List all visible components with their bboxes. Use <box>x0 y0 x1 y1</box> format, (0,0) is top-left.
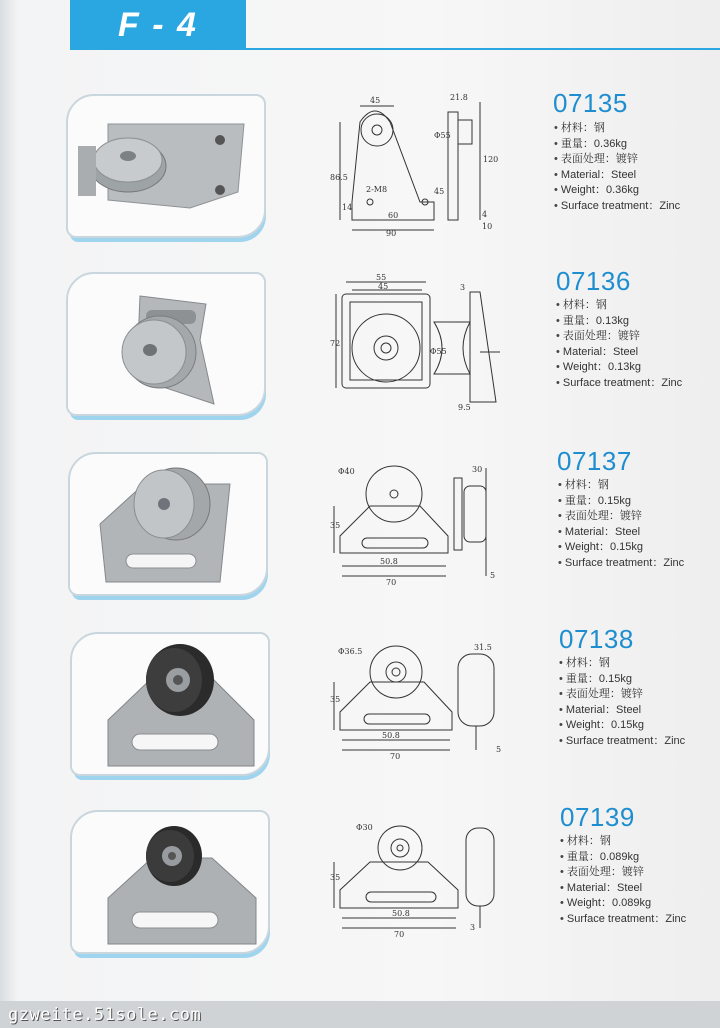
product-id: 07137 <box>557 446 632 476</box>
dim-label: Φ30 <box>356 823 373 832</box>
bracket-pulley-image <box>72 634 268 774</box>
dim-label: 35 <box>330 521 341 530</box>
technical-drawing-07135 <box>330 92 510 237</box>
product-id: 07136 <box>556 266 631 296</box>
dim-label: 60 <box>388 211 399 220</box>
product-photo-07138 <box>70 632 270 776</box>
dim-label: Φ55 <box>434 131 451 140</box>
spec-weight-en: • Weight：0.36kg <box>554 183 680 199</box>
technical-drawing-07139 <box>330 818 510 943</box>
spec-list <box>559 656 685 749</box>
spec-list <box>556 298 682 391</box>
spec-material-cn: • 材料：钢 <box>559 656 685 672</box>
spec-weight-cn: • 重量：0.36kg <box>554 137 680 153</box>
dim-label: 5 <box>496 745 502 754</box>
spec-weight-cn: • 重量：0.13kg <box>556 314 682 330</box>
dim-label: 70 <box>394 930 405 939</box>
product-id: 07139 <box>560 802 635 832</box>
spec-weight-cn: • 重量：0.089kg <box>560 850 686 866</box>
spec-surface-cn: • 表面处理：镀锌 <box>559 687 685 703</box>
spec-surface-cn: • 表面处理：镀锌 <box>558 509 684 525</box>
dim-label: Φ55 <box>430 347 447 356</box>
dim-label: 50.8 <box>382 731 400 740</box>
footer-url[interactable]: gzweite.51sole.com <box>8 1005 202 1025</box>
product-photo-07136 <box>66 272 266 416</box>
spec-surface-en: • Surface treatment：Zinc <box>558 556 684 572</box>
spec-list <box>558 478 684 571</box>
product-id: 07135 <box>553 88 628 118</box>
dim-label: 90 <box>386 229 397 237</box>
dim-label: 5 <box>490 571 496 580</box>
spec-surface-cn: • 表面处理：镀锌 <box>556 329 682 345</box>
bracket-pulley-image <box>68 96 264 236</box>
dim-label: 14 <box>342 203 353 212</box>
technical-drawing-07136 <box>330 272 510 417</box>
product-photo-07139 <box>70 810 270 954</box>
spec-weight-cn: • 重量：0.15kg <box>559 672 685 688</box>
spec-material-cn: • 材料：钢 <box>554 121 680 137</box>
section-title: F - 4 <box>118 6 198 44</box>
header-rule <box>246 48 720 50</box>
spec-weight-en: • Weight：0.15kg <box>558 540 684 556</box>
dim-label: 21.8 <box>450 93 468 102</box>
dim-label: 2-M8 <box>366 185 388 194</box>
spec-material-en: • Material：Steel <box>560 881 686 897</box>
dim-label: 45 <box>378 282 389 291</box>
product-photo-07137 <box>68 452 268 596</box>
dim-label: 35 <box>330 873 341 882</box>
spec-weight-en: • Weight：0.13kg <box>556 360 682 376</box>
spec-weight-en: • Weight：0.15kg <box>559 718 685 734</box>
dim-label: 50.8 <box>392 909 410 918</box>
bracket-pulley-image <box>68 274 264 414</box>
spec-weight-cn: • 重量：0.15kg <box>558 494 684 510</box>
spec-surface-cn: • 表面处理：镀锌 <box>554 152 680 168</box>
spec-material-en: • Material：Steel <box>559 703 685 719</box>
dim-label: 9.5 <box>458 403 471 412</box>
dim-label: 4 <box>482 210 488 219</box>
technical-drawing-07137 <box>330 458 510 588</box>
spec-material-en: • Material：Steel <box>554 168 680 184</box>
product-id: 07138 <box>559 624 634 654</box>
dim-label: Φ36.5 <box>338 647 363 656</box>
dim-label: 10 <box>482 222 493 231</box>
dim-label: 70 <box>390 752 401 761</box>
dim-label: 50.8 <box>380 557 398 566</box>
dim-label: 31.5 <box>474 643 492 652</box>
spec-list <box>560 834 686 927</box>
spec-material-en: • Material：Steel <box>558 525 684 541</box>
bracket-pulley-image <box>72 812 268 952</box>
product-photo-07135 <box>66 94 266 238</box>
dim-label: 70 <box>386 578 397 587</box>
dim-label: 86.5 <box>330 173 348 182</box>
spec-material-cn: • 材料：钢 <box>556 298 682 314</box>
spec-material-cn: • 材料：钢 <box>558 478 684 494</box>
dim-label: 120 <box>483 155 499 164</box>
dim-label: 72 <box>330 339 341 348</box>
dim-label: 45 <box>370 96 381 105</box>
dim-label: 30 <box>472 465 483 474</box>
spec-material-cn: • 材料：钢 <box>560 834 686 850</box>
technical-drawing-07138 <box>330 640 510 765</box>
section-tab <box>70 0 246 50</box>
bracket-pulley-image <box>70 454 266 594</box>
spec-surface-en: • Surface treatment：Zinc <box>554 199 680 215</box>
dim-label: 55 <box>376 273 387 282</box>
dim-label: 3 <box>470 923 476 932</box>
dim-label: Φ40 <box>338 467 355 476</box>
dim-label: 35 <box>330 695 341 704</box>
spec-surface-en: • Surface treatment：Zinc <box>556 376 682 392</box>
dim-label: 3 <box>460 283 466 292</box>
spec-material-en: • Material：Steel <box>556 345 682 361</box>
dim-label: 45 <box>434 187 445 196</box>
spec-surface-cn: • 表面处理：镀锌 <box>560 865 686 881</box>
spec-weight-en: • Weight：0.089kg <box>560 896 686 912</box>
spec-surface-en: • Surface treatment：Zinc <box>560 912 686 928</box>
spec-surface-en: • Surface treatment：Zinc <box>559 734 685 750</box>
spec-list <box>554 121 680 214</box>
